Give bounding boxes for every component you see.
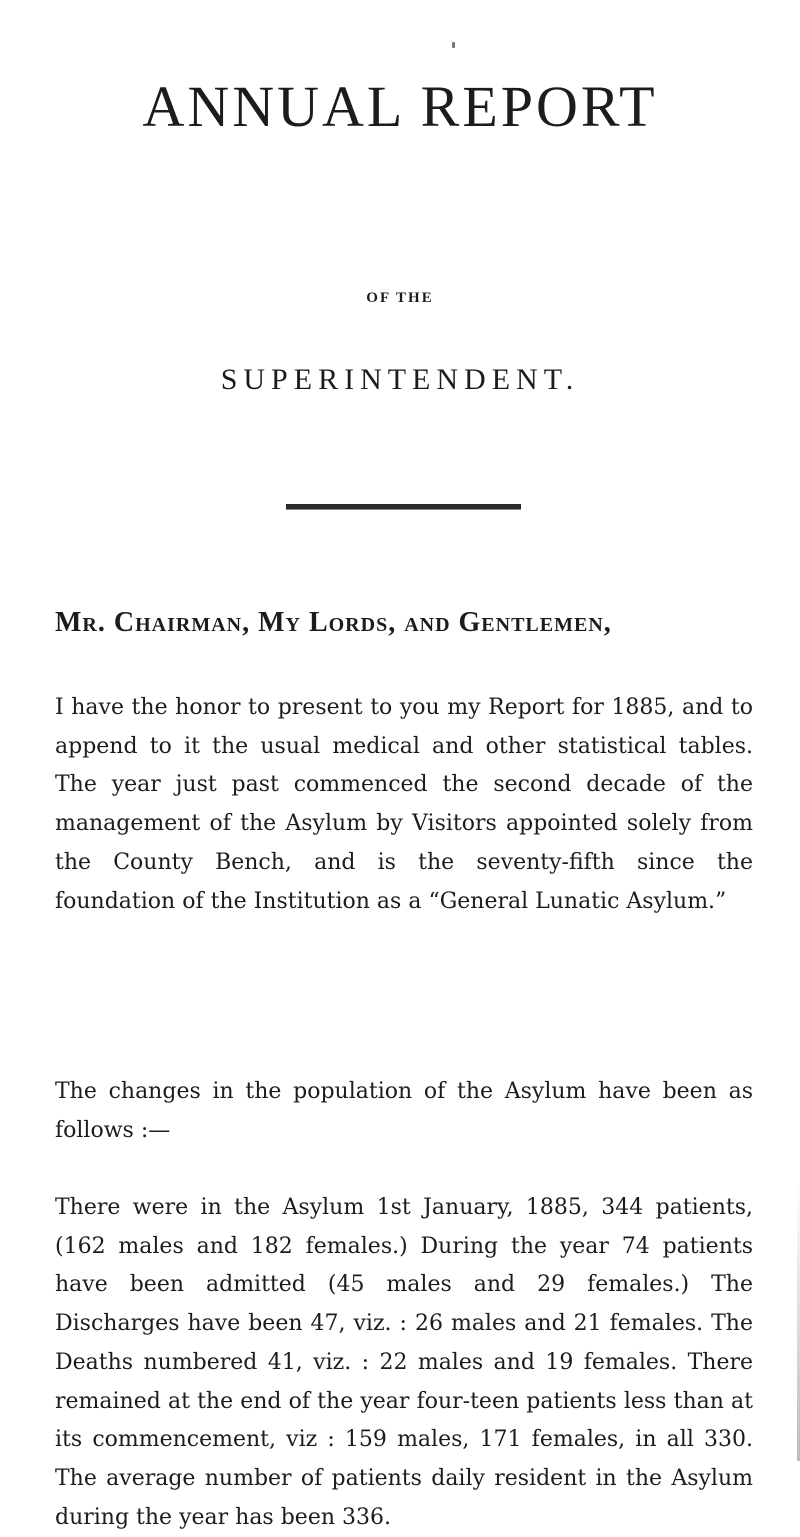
salutation: Mr. Chairman, My Lords, and Gentlemen, — [55, 607, 612, 638]
paragraph-population-intro: The changes in the population of the Asylum have been as follows :— — [55, 1079, 753, 1143]
stray-mark — [452, 42, 455, 48]
report-heading: SUPERINTENDENT. — [220, 363, 580, 396]
report-title: ANNUAL REPORT — [142, 74, 658, 139]
divider-rule — [286, 504, 521, 510]
paragraph-population-details: There were in the Asylum 1st January, 1885, 344 patients, (162 males and 182 females.) During the year 74 patients have been admitted (45 males and 29 females.) The Discharges have been 47, viz. : 26 males and 21 females. The Deaths numbered 41, viz. : 22 males and 19 females. There remained at the end of the year four-teen patients less than at its commencement, viz : 159 males, 171 females, in all 330. The average number of patients daily resident in the Asylum during the year has been 336. — [55, 1195, 753, 1530]
paragraph-intro: I have the honor to present to you my Report for 1885, and to append to it the usual medical and other statistical tables. The year just past commenced the second decade of the management of the Asylum by Visitors appointed solely from the County Bench, and is the seventy-fifth since the foundation of the Institution as a “General Lunatic Asylum.” — [55, 695, 753, 914]
report-subtitle: OF THE — [366, 290, 434, 306]
